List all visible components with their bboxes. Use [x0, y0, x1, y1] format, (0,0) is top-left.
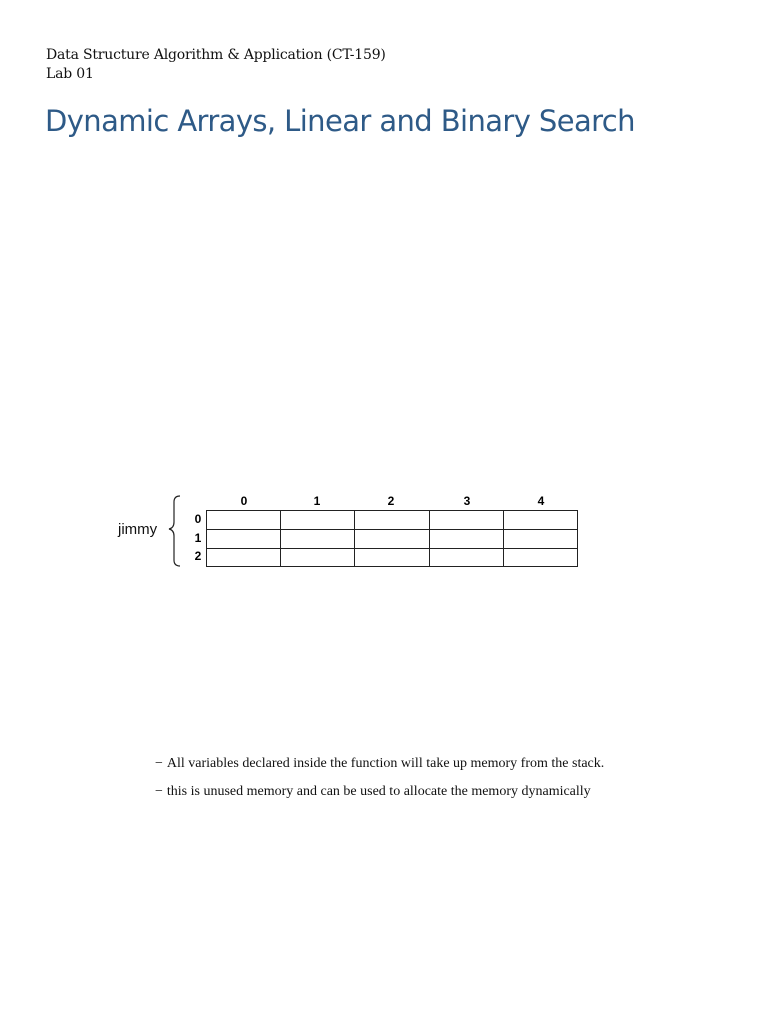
array-name-label: jimmy — [118, 521, 158, 538]
dash-marker: − — [155, 756, 163, 771]
dash-marker: − — [155, 784, 163, 799]
row-label: 1 — [194, 531, 202, 545]
grid-outline — [207, 511, 578, 567]
row-label: 2 — [194, 549, 202, 563]
page-title: Dynamic Arrays, Linear and Binary Search — [45, 104, 635, 138]
column-label: 2 — [387, 494, 395, 508]
array-grid — [207, 511, 578, 567]
row-label: 0 — [194, 512, 202, 526]
column-label: 0 — [240, 494, 248, 508]
note-item — [155, 756, 604, 772]
note-text: this is unused memory and can be used to allocate the memory dynamically — [166, 784, 591, 799]
note-item — [155, 784, 591, 800]
note-text: All variables declared inside the function will take up memory from the stack. — [166, 756, 605, 771]
column-label: 4 — [537, 494, 545, 508]
lab-number: Lab 01 — [46, 66, 94, 82]
column-labels — [241, 494, 545, 508]
column-label: 1 — [313, 494, 321, 508]
array-diagram — [110, 488, 590, 578]
course-header: Data Structure Algorithm & Application (CT-159) — [46, 47, 386, 63]
column-label: 3 — [463, 494, 471, 508]
row-labels — [195, 512, 202, 563]
array-brace — [169, 496, 180, 566]
